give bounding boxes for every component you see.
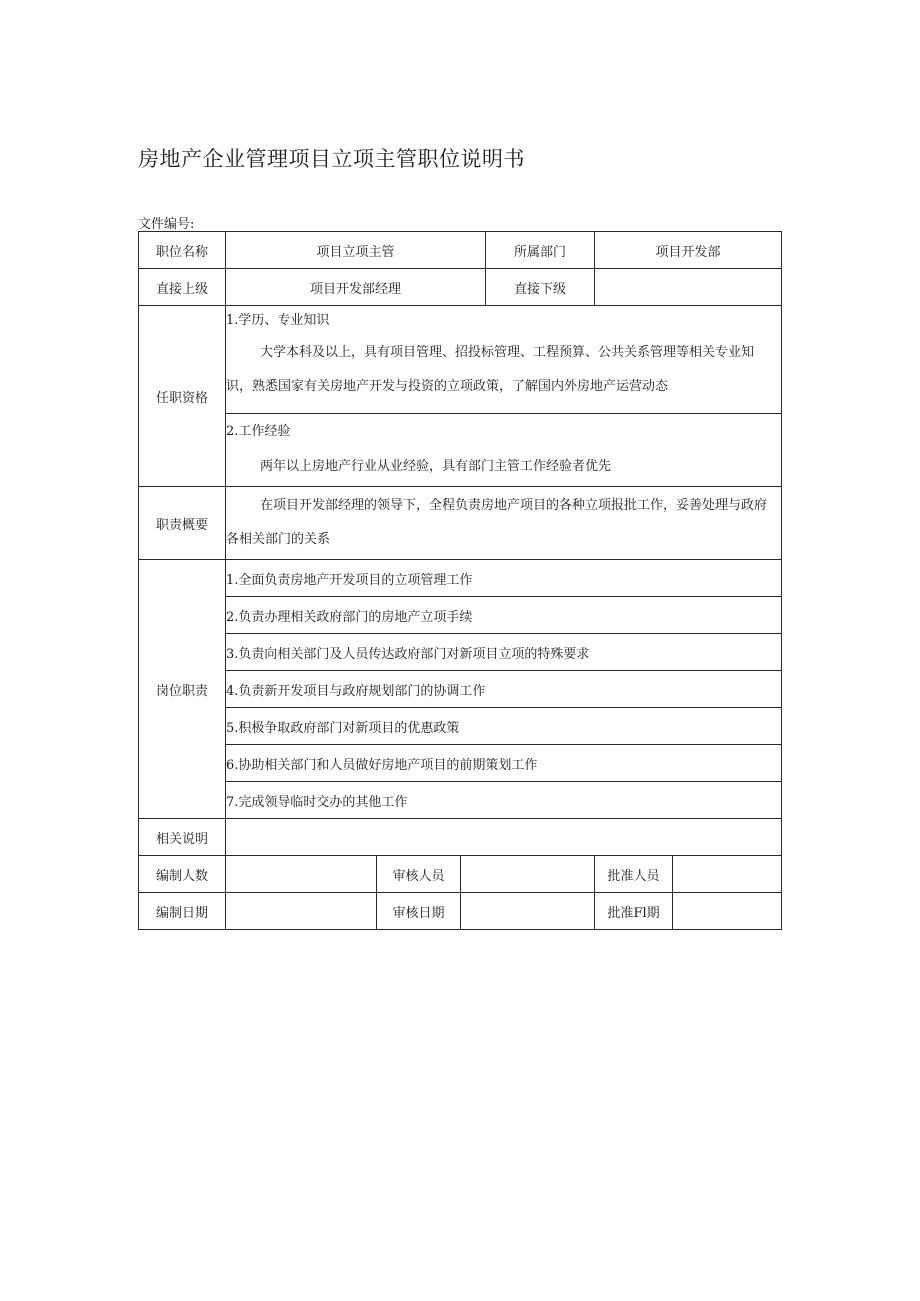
direct-superior-label: 直接上级: [139, 269, 226, 306]
duty-item[interactable]: 4.负责新开发项目与政府规划部门的协调工作: [226, 671, 782, 708]
reviewer-label: 审核人员: [377, 856, 461, 893]
row-position: [139, 232, 782, 269]
summary-cell[interactable]: [226, 487, 782, 560]
duty-row: [139, 671, 782, 708]
education-heading: 1.学历、专业知识: [226, 313, 330, 328]
row-notes: [139, 819, 782, 856]
experience-text: 两年以上房地产行业从业经验，具有部门主管工作经验者优先: [260, 459, 612, 474]
approver-label: 批准人员: [595, 856, 673, 893]
approval-date-value[interactable]: [673, 893, 782, 930]
prepared-date-value[interactable]: [226, 893, 377, 930]
education-text: 大学本科及以上，具有项目管理、招投标管理、工程预算、公共关系管理等相关专业知识，熟悉国家有关房地产开发与投资的立项政策，了解国内外房地产运营动态: [226, 345, 755, 394]
doc-number-label: 文件编号:: [138, 217, 195, 232]
summary-text: 在项目开发部经理的领导下，全程负责房地产项目的各种立项报批工作，妥善处理与政府各相关部门的关系: [226, 498, 768, 547]
experience-heading: 2.工作经验: [226, 424, 291, 439]
review-date-label: 审核日期: [377, 893, 461, 930]
direct-subordinate-label: 直接下级: [486, 269, 595, 306]
row-qualifications-education: [139, 306, 782, 414]
duty-row: [139, 708, 782, 745]
duty-row: [139, 634, 782, 671]
reviewer-value[interactable]: [461, 856, 595, 893]
approval-date-label: 批准Fl期: [595, 893, 673, 930]
experience-cell[interactable]: [226, 414, 782, 487]
row-summary: [139, 487, 782, 560]
document-title: 房地产企业管理项目立项主管职位说明书: [138, 147, 525, 171]
duty-row: [139, 597, 782, 634]
approver-value[interactable]: [673, 856, 782, 893]
prepared-date-label: 编制日期: [139, 893, 226, 930]
prepared-by-label: 编制人数: [139, 856, 226, 893]
notes-label: 相关说明: [139, 819, 226, 856]
prepared-by-value[interactable]: [226, 856, 377, 893]
department-value[interactable]: 项目开发部: [595, 232, 782, 269]
department-label: 所属部门: [486, 232, 595, 269]
summary-label: 职责概要: [139, 487, 226, 560]
review-date-value[interactable]: [461, 893, 595, 930]
row-signoff-dates: [139, 893, 782, 930]
qualifications-label: 任职资格: [139, 306, 226, 487]
duty-row: [139, 782, 782, 819]
row-signoff-people: [139, 856, 782, 893]
position-name-value[interactable]: 项目立项主管: [226, 232, 486, 269]
row-reporting: [139, 269, 782, 306]
direct-subordinate-value[interactable]: [595, 269, 782, 306]
duty-item[interactable]: 2.负责办理相关政府部门的房地产立项手续: [226, 597, 782, 634]
position-name-label: 职位名称: [139, 232, 226, 269]
duty-item[interactable]: 5.积极争取政府部门对新项目的优惠政策: [226, 708, 782, 745]
job-description-table: [138, 231, 782, 930]
notes-value[interactable]: [226, 819, 782, 856]
row-qualifications-experience: [139, 414, 782, 487]
direct-superior-value[interactable]: 项目开发部经理: [226, 269, 486, 306]
education-cell[interactable]: [226, 306, 782, 414]
duty-item[interactable]: 3.负责向相关部门及人员传达政府部门对新项目立项的特殊要求: [226, 634, 782, 671]
duty-item[interactable]: 6.协助相关部门和人员做好房地产项目的前期策划工作: [226, 745, 782, 782]
duty-item[interactable]: 1.全面负责房地产开发项目的立项管理工作: [226, 560, 782, 597]
duties-label: 岗位职责: [139, 560, 226, 819]
duty-row: [139, 560, 782, 597]
duty-item[interactable]: 7.完成领导临时交办的其他工作: [226, 782, 782, 819]
duty-row: [139, 745, 782, 782]
